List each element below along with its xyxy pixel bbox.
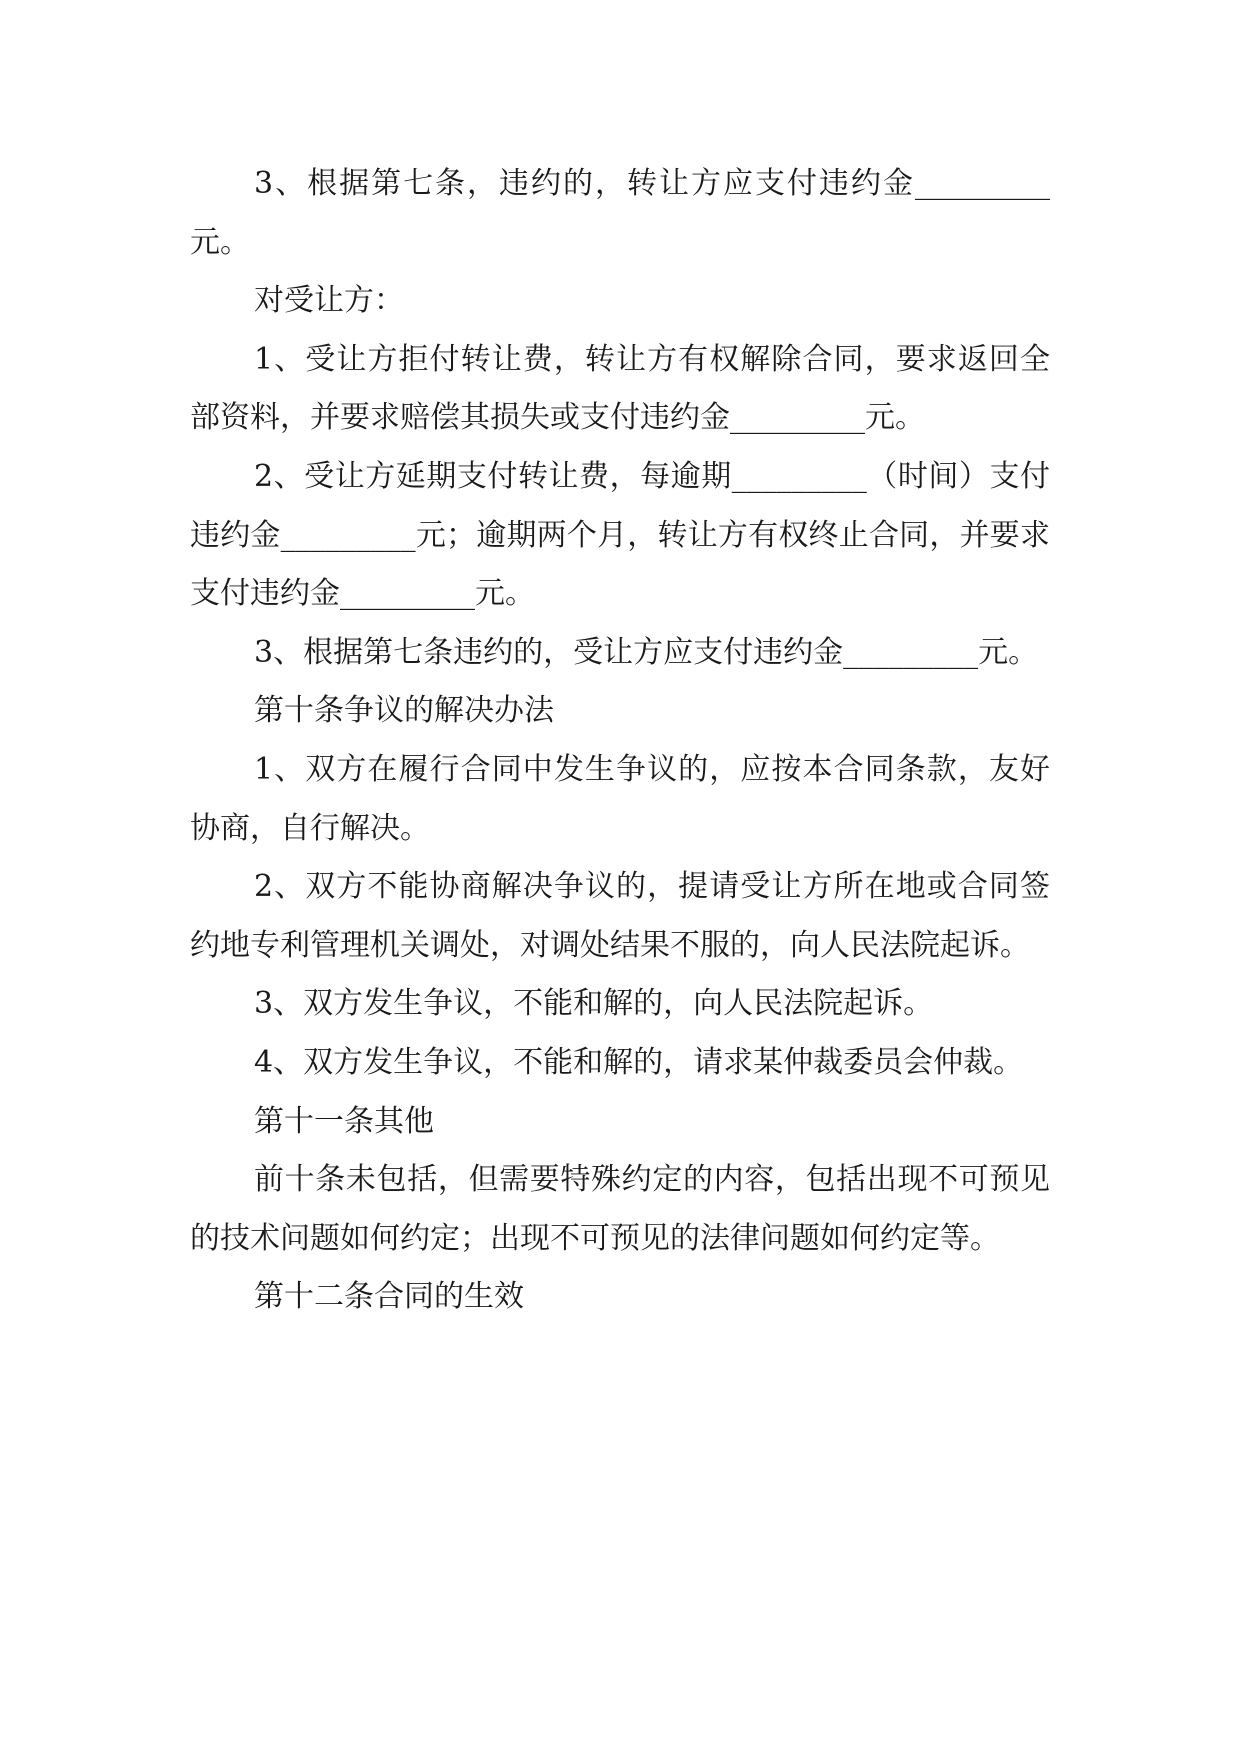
heading-article-11: 第十一条其他 [254, 1103, 434, 1139]
document-body [190, 155, 1050, 1327]
paragraph-dispute-1: 1、双方在履行合同中发生争议的，应按本合同条款，友好协商，自行解决。 [190, 751, 1050, 846]
paragraph-dispute-2: 2、双方不能协商解决争议的，提请受让方所在地或合同签约地专利管理机关调处，对调处结果不服的，向人民法院起诉。 [190, 869, 1050, 963]
paragraph-dispute-4: 4、双方发生争议，不能和解的，请求某仲裁委员会仲裁。 [254, 1044, 1024, 1080]
heading-to-transferee: 对受让方： [254, 283, 404, 319]
heading-article-12: 第十二条合同的生效 [254, 1279, 524, 1315]
paragraph-other: 前十条未包括，但需要特殊约定的内容，包括出现不可预见的技术问题如何约定；出现不可预见的法律问题如何约定等。 [190, 1162, 1050, 1256]
paragraph-dispute-3: 3、双方发生争议，不能和解的，向人民法院起诉。 [254, 986, 934, 1022]
paragraph-transferee-penalty-3: 3、根据第七条违约的，受让方应支付违约金_________元。 [254, 634, 1039, 670]
paragraph-transferee-penalty-2: 2、受让方延期支付转让费，每逾期_________（时间）支付违约金_________元；逾期两个月，转让方有权终止合同，并要求支付违约金_________元。 [190, 458, 1050, 612]
paragraph-transferee-penalty-1: 1、受让方拒付转让费，转让方有权解除合同，要求返回全部资料，并要求赔偿其损失或支付违约金_________元。 [190, 341, 1050, 436]
heading-article-10: 第十条争议的解决办法 [254, 693, 554, 729]
paragraph-transferor-penalty-3: 3、根据第七条，违约的，转让方应支付违约金_________元。 [190, 166, 1050, 260]
